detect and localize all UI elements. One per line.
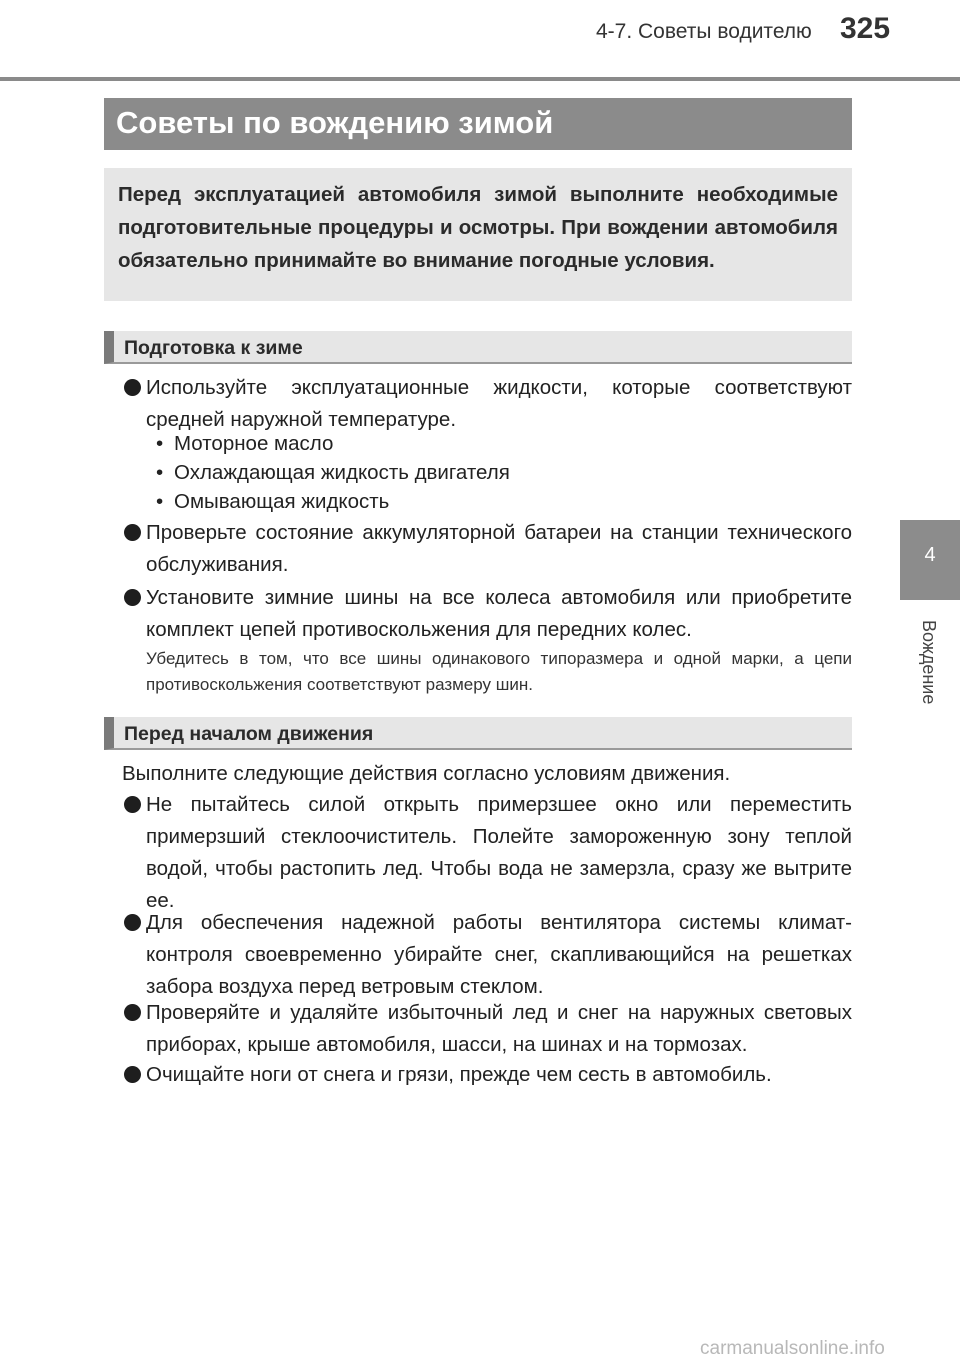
list-item-text: Проверьте состояние аккумуляторной батареи на станции технического обслуживания. — [146, 521, 852, 576]
list-item-text: Используйте эксплуатационные жидкости, которые соответствуют средней наружной температуре. — [146, 376, 852, 431]
bullet-icon — [124, 796, 141, 813]
page-number: 325 — [840, 12, 891, 45]
sub-bullet-icon: • — [156, 461, 164, 484]
bullet-icon — [124, 524, 141, 541]
section-heading-before-driving: Перед началом движения — [104, 717, 852, 750]
sub-list-item-text: Моторное масло — [174, 432, 334, 455]
list-item — [124, 1059, 852, 1091]
header-rule — [0, 77, 960, 81]
note-text: Убедитесь в том, что все шины одинакового типоразмера и одной марки, а цепи противоскольжения соответствуют размеру шин. — [146, 649, 852, 694]
section-heading-winter-prep: Подготовка к зиме — [104, 331, 852, 364]
sub-list-item-text: Омывающая жидкость — [174, 490, 390, 513]
chapter-tab — [900, 520, 960, 600]
intro-text: Перед эксплуатацией автомобиля зимой выполните необходимые подготовительные процедуры и осмотры. При вождении автомобиля обязательно принимайте во внимание погодные условия. — [118, 183, 838, 272]
list-item-text: Проверяйте и удаляйте избыточный лед и снег на наружных световых приборах, крыше автомобиля, шасси, на шинах и на тормозах. — [146, 1001, 852, 1056]
sub-list-item — [156, 429, 333, 459]
bullet-icon — [124, 1066, 141, 1083]
list-item — [124, 372, 852, 436]
list-item — [124, 517, 852, 581]
list-item-text: Очищайте ноги от снега и грязи, прежде чем сесть в автомобиль. — [146, 1063, 772, 1086]
sub-list-item — [156, 487, 389, 517]
list-item — [124, 582, 852, 646]
list-item-text: Для обеспечения надежной работы вентилятора системы климат-контроля своевременно убирайте снег, скапливающийся на решетках забора воздуха перед ветровым стеклом. — [146, 911, 852, 998]
sub-list-item — [156, 458, 510, 488]
bullet-icon — [124, 589, 141, 606]
bullet-icon — [124, 379, 141, 396]
list-item-text: Установите зимние шины на все колеса автомобиля или приобретите комплект цепей противоскольжения для передних колес. — [146, 586, 852, 641]
watermark: carmanualsonline.info — [700, 1338, 885, 1359]
running-header-section: 4-7. Советы водителю — [596, 20, 812, 43]
bullet-icon — [124, 914, 141, 931]
bullet-icon — [124, 1004, 141, 1021]
chapter-tab-label: Вождение — [919, 620, 939, 705]
list-item-text: Не пытайтесь силой открыть примерзшее окно или переместить примерзший стеклоочиститель. Полейте замороженную зону теплой водой, чтобы растопить лед. Чтобы вода не замерзла, сразу же вытрите ее. — [146, 793, 852, 912]
section-lead-text: Выполните следующие действия согласно условиям движения. — [122, 762, 731, 785]
page-title: Советы по вождению зимой — [104, 98, 852, 150]
sub-bullet-icon: • — [156, 490, 164, 513]
list-item — [124, 907, 852, 1003]
sub-list-item-text: Охлаждающая жидкость двигателя — [174, 461, 510, 484]
intro-box — [104, 168, 852, 301]
chapter-tab-number: 4 — [924, 544, 936, 566]
sub-bullet-icon: • — [156, 432, 164, 455]
list-item — [124, 789, 852, 917]
list-item — [124, 997, 852, 1061]
